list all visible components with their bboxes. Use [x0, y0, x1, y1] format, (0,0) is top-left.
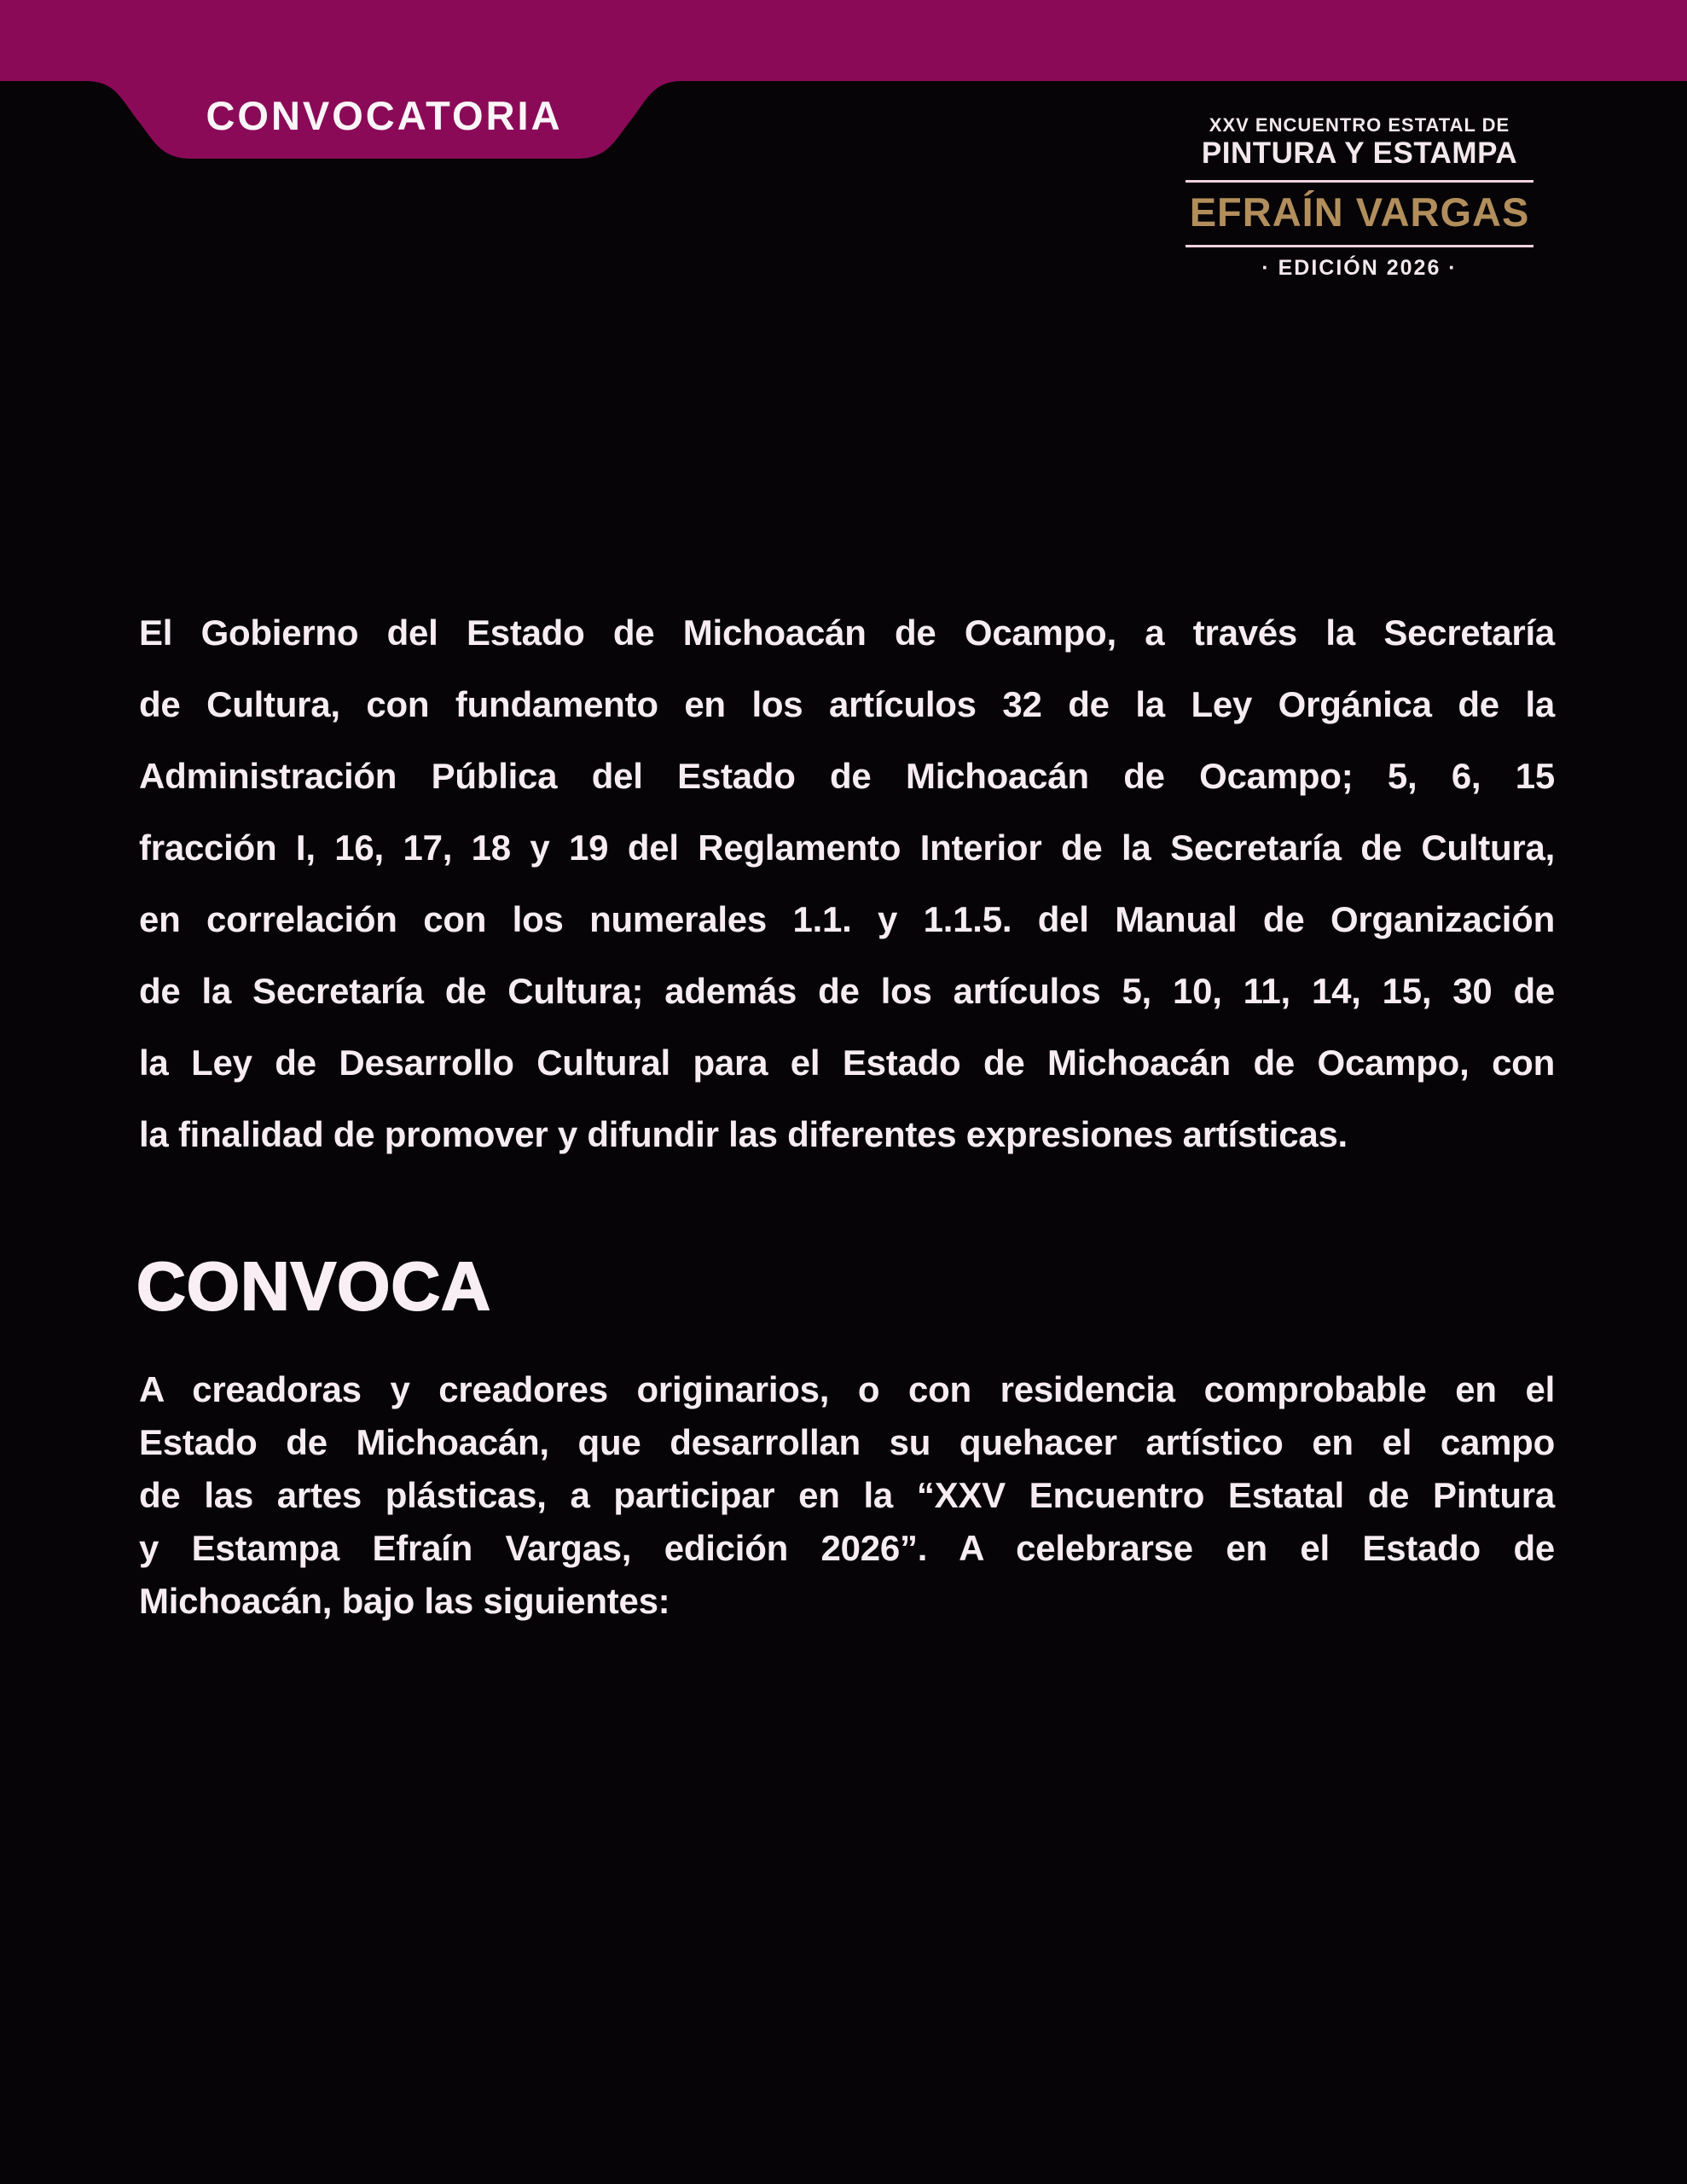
intro-line: la Ley de Desarrollo Cultural para el Estado de Michoacán de Ocampo, con — [139, 1043, 1555, 1083]
logo-divider-bottom — [1186, 245, 1533, 247]
intro-line: de Cultura, con fundamento en los artículos 32 de la Ley Orgánica de la — [139, 684, 1555, 724]
intro-line: El Gobierno del Estado de Michoacán de Ocampo, a través la Secretaría — [139, 613, 1555, 653]
logo-divider-top — [1186, 180, 1533, 183]
logo-edition-text: · EDICIÓN 2026 · — [1261, 256, 1458, 280]
logo-kicker-text: XXV ENCUENTRO ESTATAL DE — [1209, 114, 1510, 136]
intro-line: la finalidad de promover y difundir las diferentes expresiones artísticas. — [139, 1114, 1348, 1154]
intro-line: Administración Pública del Estado de Michoacán de Ocampo; 5, 6, 15 — [139, 756, 1555, 796]
logo-artist-name: EFRAÍN VARGAS — [1189, 189, 1530, 235]
logo-title-text: PINTURA Y ESTAMPA — [1201, 136, 1518, 170]
event-logo — [1184, 114, 1535, 282]
call-line: y Estampa Efraín Vargas, edición 2026”. A celebrarse en el Estado de — [139, 1528, 1555, 1568]
call-line: Estado de Michoacán, que desarrollan su quehacer artístico en el campo — [139, 1422, 1555, 1462]
call-line: A creadoras y creadores originarios, o con residencia comprobable en el — [139, 1369, 1555, 1409]
call-line: de las artes plásticas, a participar en la “XXV Encuentro Estatal de Pintura — [139, 1475, 1555, 1515]
intro-line: en correlación con los numerales 1.1. y 1.1.5. del Manual de Organización — [139, 899, 1555, 939]
call-line: Michoacán, bajo las siguientes: — [139, 1581, 670, 1621]
call-paragraph — [139, 1363, 1555, 1628]
intro-line: de la Secretaría de Cultura; además de los artículos 5, 10, 11, 14, 15, 30 de — [139, 971, 1555, 1011]
legal-intro-paragraph — [139, 597, 1555, 1170]
convoca-heading: CONVOCA — [136, 1248, 491, 1324]
convocatoria-tab-label: CONVOCATORIA — [206, 93, 563, 138]
intro-line: fracción I, 16, 17, 18 y 19 del Reglamento Interior de la Secretaría de Cultura, — [139, 828, 1555, 868]
